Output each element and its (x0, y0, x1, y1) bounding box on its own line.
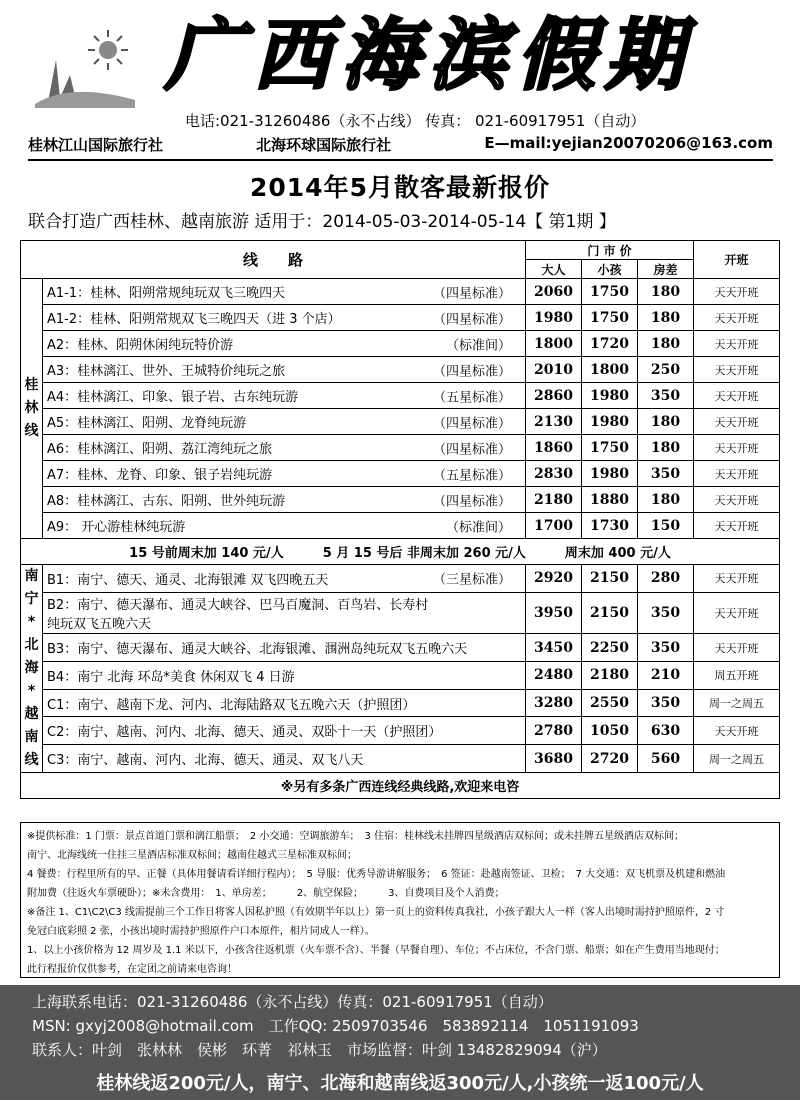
route-row (21, 592, 780, 634)
price-child: 2250 (582, 634, 638, 662)
open-schedule: 天天开班 (694, 435, 780, 461)
price-adult: 2010 (526, 357, 582, 383)
price-adult: 3450 (526, 634, 582, 662)
route-name-cell (43, 383, 526, 409)
open-schedule: 天天开班 (694, 592, 780, 634)
route-name-cell (43, 435, 526, 461)
route-name: B1：南宁、德天、通灵、北海银滩 双飞四晚五天 (47, 572, 329, 588)
price-adult: 1800 (526, 331, 582, 357)
route-name: C2：南宁、越南、河内、北海、德天、通灵、双卧十一天（护照团） (47, 725, 442, 741)
route-row (21, 409, 780, 435)
open-schedule: 天天开班 (694, 461, 780, 487)
hotel-standard: （四星标准） (432, 442, 511, 457)
price-adult: 2060 (526, 279, 582, 305)
route-name: A3：桂林漓江、世外、王城特价纯玩之旅 (47, 364, 286, 379)
header-contact-line: 电话:021-31260486（永不占线） 传真： 021-60917951（自动） (185, 112, 646, 130)
route-name-cell (43, 331, 526, 357)
route-name: A1-2：桂林、阳朔常规双飞三晚四天（进 3 个店） (47, 312, 341, 327)
price-adult: 2860 (526, 383, 582, 409)
price-child: 1750 (582, 279, 638, 305)
price-room-diff: 180 (638, 409, 694, 435)
route-name: A7：桂林、龙脊、印象、银子岩纯玩游 (47, 468, 273, 483)
price-adult: 1860 (526, 435, 582, 461)
header (0, 0, 800, 160)
surcharge-note: 15 号前周末加 140 元/人 5 月 15 号后 非周末加 260 元/人 周末加 400 元/人 (21, 539, 780, 565)
open-schedule: 天天开班 (694, 331, 780, 357)
route-name-line2: 纯玩双飞五晚六天 (47, 617, 152, 633)
price-child: 2180 (582, 662, 638, 690)
price-adult: 2480 (526, 662, 582, 690)
price-child: 1880 (582, 487, 638, 513)
price-child: 1750 (582, 435, 638, 461)
fine-print (20, 822, 780, 978)
page-title: 2014年5月散客最新报价 (250, 173, 550, 202)
hotel-standard: （三星标准） (432, 572, 511, 588)
hotel-standard: （标准间） (445, 338, 511, 353)
price-child: 1720 (582, 331, 638, 357)
route-row (21, 565, 780, 593)
route-name-cell (43, 357, 526, 383)
price-table (20, 240, 780, 799)
header-email: E—mail:yejian20070206@163.com (484, 134, 773, 152)
route-row (21, 435, 780, 461)
route-name-cell (43, 279, 526, 305)
price-adult: 2920 (526, 565, 582, 593)
open-schedule: 天天开班 (694, 513, 780, 539)
footer-msn: MSN: gxyj2008@hotmail.com 工作QQ: 2509703546 583892114 1051191093 (32, 1017, 639, 1035)
route-name: A8：桂林漓江、古东、阳朔、世外纯玩游 (47, 494, 286, 509)
price-room-diff: 180 (638, 331, 694, 357)
price-adult: 2830 (526, 461, 582, 487)
route-name-cell (43, 717, 526, 745)
header-child: 小孩 (582, 260, 638, 279)
footer-rebate: 桂林线返200元/人，南宁、北海和越南线返300元/人,小孩统一返100元/人 (96, 1073, 704, 1094)
guilin-routes (21, 279, 780, 539)
route-row (21, 461, 780, 487)
route-name-cell (43, 634, 526, 662)
price-room-diff: 350 (638, 592, 694, 634)
route-row (21, 662, 780, 690)
route-name: B3：南宁、德天瀑布、通灵大峡谷、北海银滩、涠洲岛纯玩双飞五晚六天 (47, 642, 468, 658)
price-room-diff: 150 (638, 513, 694, 539)
header-route: 线 路 (21, 241, 526, 279)
fine-print-line: 附加费（往返火车票硬卧）；※未含费用： 1、单房差； 2、航空保险； 3、自费项目及个人消费； (27, 888, 505, 899)
agency-guilin: 桂林江山国际旅行社 (28, 136, 164, 154)
route-row (21, 357, 780, 383)
price-room-diff: 180 (638, 279, 694, 305)
route-name-cell (43, 689, 526, 717)
fine-print-line: 免冠白底彩照 2 张，小孩出境时需持护照原件户口本原件，相片同成人一样）。 (27, 926, 375, 937)
nanning-routes (21, 565, 780, 773)
hotel-standard: （四星标准） (432, 312, 511, 327)
route-row (21, 634, 780, 662)
open-schedule: 天天开班 (694, 409, 780, 435)
price-room-diff: 350 (638, 634, 694, 662)
route-name-cell (43, 409, 526, 435)
price-child: 1730 (582, 513, 638, 539)
price-adult: 3950 (526, 592, 582, 634)
fine-print-line: ※备注 1、C1\C2\C3 线需提前三个工作日将客人因私护照（有效期半年以上）第一页上的资料传真我社，小孩子跟大人一样（客人出境时需持护照原件，2 寸 (27, 907, 725, 918)
route-row (21, 717, 780, 745)
route-name-cell (43, 565, 526, 593)
route-row (21, 745, 780, 773)
open-schedule: 天天开班 (694, 634, 780, 662)
footer-contacts: 联系人：叶剑 张林林 侯彬 环菁 祁林玉 市场监督：叶剑 13482829094（沪） (32, 1041, 607, 1059)
price-room-diff: 250 (638, 357, 694, 383)
region-label: 桂林线 (21, 279, 43, 539)
surcharge-section (21, 539, 780, 565)
price-adult: 1980 (526, 305, 582, 331)
open-schedule: 天天开班 (694, 717, 780, 745)
price-child: 2720 (582, 745, 638, 773)
price-room-diff: 630 (638, 717, 694, 745)
price-adult: 2180 (526, 487, 582, 513)
header-room: 房差 (638, 260, 694, 279)
route-row (21, 331, 780, 357)
route-row (21, 383, 780, 409)
price-child: 1980 (582, 409, 638, 435)
route-name-cell (43, 461, 526, 487)
page-subtitle: 联合打造广西桂林、越南旅游 适用于：2014-05-03-2014-05-14【 第1期 】 (28, 212, 616, 232)
price-child: 2150 (582, 565, 638, 593)
route-name: B2：南宁、德天瀑布、通灵大峡谷、巴马百魔洞、百鸟岩、长寿村 (47, 598, 429, 614)
brand-title: 广西海滨假期 (165, 10, 694, 101)
route-row (21, 513, 780, 539)
agency-beihai: 北海环球国际旅行社 (256, 136, 392, 154)
hotel-standard: （四星标准） (432, 416, 511, 431)
route-row (21, 305, 780, 331)
header-open: 开班 (694, 241, 780, 279)
fine-print-line: 4 餐费：行程里所有的早、正餐（具体用餐请看详细行程内）； 5 导服：优秀导游讲解服务； 6 签证：赴越南签证、卫检； 7 大交通：双飞机票及机建和燃油 (27, 869, 726, 880)
hotel-standard: （五星标准） (432, 390, 511, 405)
price-adult: 3680 (526, 745, 582, 773)
price-room-diff: 180 (638, 305, 694, 331)
sun-mountain-logo-icon (30, 20, 140, 110)
price-room-diff: 280 (638, 565, 694, 593)
price-child: 1980 (582, 461, 638, 487)
price-room-diff: 350 (638, 383, 694, 409)
price-room-diff: 560 (638, 745, 694, 773)
route-name: A1-1：桂林、阳朔常规纯玩双飞三晚四天 (47, 286, 286, 301)
hotel-standard: （四星标准） (432, 364, 511, 379)
hotel-standard: （标准间） (445, 520, 511, 535)
header-adult: 大人 (526, 260, 582, 279)
route-name-cell (43, 513, 526, 539)
open-schedule: 周一之周五 (694, 745, 780, 773)
open-schedule: 天天开班 (694, 383, 780, 409)
route-name: A2：桂林、阳朔休闲纯玩特价游 (47, 338, 234, 353)
open-schedule: 天天开班 (694, 305, 780, 331)
price-room-diff: 180 (638, 487, 694, 513)
open-schedule: 天天开班 (694, 357, 780, 383)
route-row (21, 689, 780, 717)
header-price: 门 市 价 (526, 241, 694, 260)
price-child: 1750 (582, 305, 638, 331)
route-row (21, 279, 780, 305)
price-adult: 2130 (526, 409, 582, 435)
price-child: 2550 (582, 689, 638, 717)
route-name-cell (43, 305, 526, 331)
open-schedule: 天天开班 (694, 565, 780, 593)
fine-print-line: ※提供标准：1 门票：景点首道门票和漓江船票； 2 小交通：空调旅游车； 3 住宿：桂林线未挂牌四星级酒店双标间；或未挂牌五星级酒店双标间； (27, 831, 685, 842)
price-child: 1050 (582, 717, 638, 745)
route-name: A9： 开心游桂林纯玩游 (47, 520, 186, 535)
route-name-cell (43, 745, 526, 773)
footer-phone: 上海联系电话：021-31260486（永不占线）传真：021-60917951（自动） (32, 993, 553, 1011)
open-schedule: 周五开班 (694, 662, 780, 690)
price-adult: 3280 (526, 689, 582, 717)
hotel-standard: （五星标准） (432, 468, 511, 483)
open-schedule: 天天开班 (694, 487, 780, 513)
price-adult: 2780 (526, 717, 582, 745)
route-name: A6：桂林漓江、阳朔、荔江湾纯玩之旅 (47, 442, 273, 457)
route-row (21, 487, 780, 513)
fine-print-line: 此行程报价仅供参考，在定团之前请来电咨询！ (27, 964, 237, 975)
hotel-standard: （四星标准） (432, 286, 511, 301)
price-child: 2150 (582, 592, 638, 634)
price-adult: 1700 (526, 513, 582, 539)
price-room-diff: 350 (638, 689, 694, 717)
region-label: 南宁*北海*越南线 (21, 565, 43, 773)
route-name: C3：南宁、越南、河内、北海、德天、通灵、双飞八天 (47, 753, 364, 769)
route-name: B4：南宁 北海 环岛*美食 休闲双飞 4 日游 (47, 669, 295, 685)
price-child: 1980 (582, 383, 638, 409)
open-schedule: 周一之周五 (694, 689, 780, 717)
fine-print-line: 1、以上小孩价格为 12 周岁及 1.1 米以下，小孩含往返机票（火车票不含）、半餐（早餐自理）、车位；不占床位，不含门票、船票；如在产生费用当地现付； (27, 945, 725, 956)
fine-print-line: 南宁、北海线统一住挂三星酒店标准双标间；越南住越式三星标准双标间； (27, 850, 357, 861)
price-child: 1800 (582, 357, 638, 383)
route-name-cell (43, 487, 526, 513)
route-name: C1：南宁、越南下龙、河内、北海陆路双飞五晚六天（护照团） (47, 697, 416, 713)
hotel-standard: （四星标准） (432, 494, 511, 509)
header-agencies (28, 134, 773, 161)
more-section (21, 773, 780, 799)
price-room-diff: 180 (638, 435, 694, 461)
price-room-diff: 350 (638, 461, 694, 487)
open-schedule: 天天开班 (694, 279, 780, 305)
more-routes-note: ※另有多条广西连线经典线路,欢迎来电咨 (21, 773, 780, 799)
route-name-cell (43, 662, 526, 690)
footer (0, 985, 800, 1100)
price-room-diff: 210 (638, 662, 694, 690)
route-name-cell (43, 592, 526, 634)
route-name: A5：桂林漓江、阳朔、龙脊纯玩游 (47, 416, 247, 431)
route-name: A4：桂林漓江、印象、银子岩、古东纯玩游 (47, 390, 299, 405)
